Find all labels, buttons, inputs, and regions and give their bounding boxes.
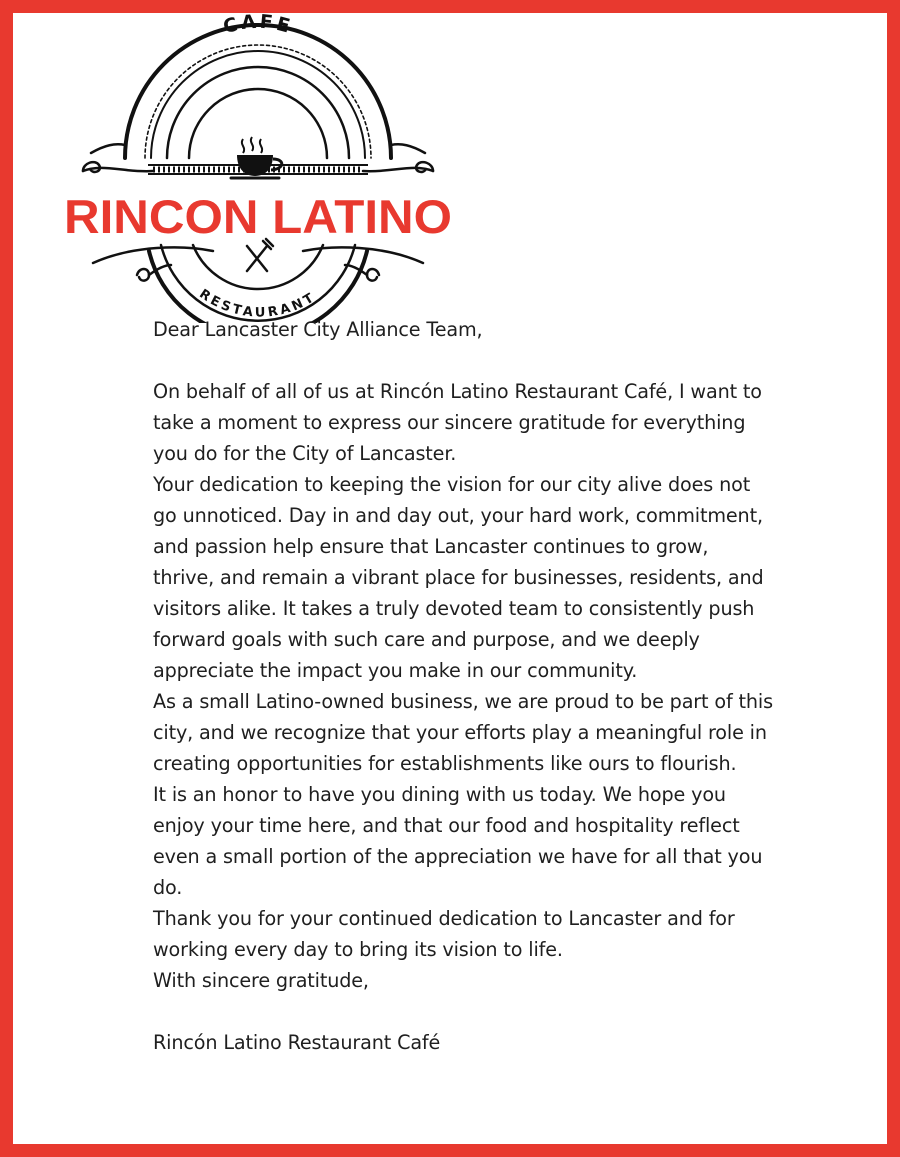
signature: Rincón Latino Restaurant Café [153, 1031, 441, 1054]
letter-page [13, 13, 887, 1144]
paragraph-gap [153, 345, 773, 376]
paragraph-5: Thank you for your continued dedication to Lancaster and for working every day to bring its vision to life. [153, 907, 735, 961]
logo-bottom-flourishes [93, 247, 423, 280]
paragraph-4: It is an honor to have you dining with us today. We hope you enjoy your time here, and that our food and hospitality reflect even a small portion of the appreciation we have for all that you do. [153, 783, 763, 899]
letter-body [153, 314, 773, 1058]
logo-cafe-text: CAFE [220, 13, 296, 39]
logo-brand-name: RINCON LATINO [64, 190, 452, 243]
paragraph-2: Your dedication to keeping the vision for our city alive does not go unnoticed. Day in and day out, your hard work, commitment, and passion help ensure that Lancaster continues to grow, thrive, and remain a vibrant place for businesses, residents, and visitors alike. It takes a truly devoted team to consistently push forward goals with such care and purpose, and we deeply appreciate the impact you make in our community. [153, 473, 764, 682]
rincon-latino-logo [53, 13, 463, 323]
logo-top-arch [125, 25, 391, 158]
signature-gap [153, 996, 773, 1027]
closing: With sincere gratitude, [153, 969, 369, 992]
fork-knife-icon [247, 239, 273, 271]
logo-restaurant-text: RESTAURANT [196, 286, 319, 321]
paragraph-1: On behalf of all of us at Rincón Latino Restaurant Café, I want to take a moment to express our sincere gratitude for everything you do for the City of Lancaster. [153, 380, 762, 465]
salutation: Dear Lancaster City Alliance Team, [153, 318, 483, 341]
paragraph-3: As a small Latino-owned business, we are proud to be part of this city, and we recognize that your efforts play a meaningful role in creating opportunities for establishments like ours to flourish. [153, 690, 773, 775]
